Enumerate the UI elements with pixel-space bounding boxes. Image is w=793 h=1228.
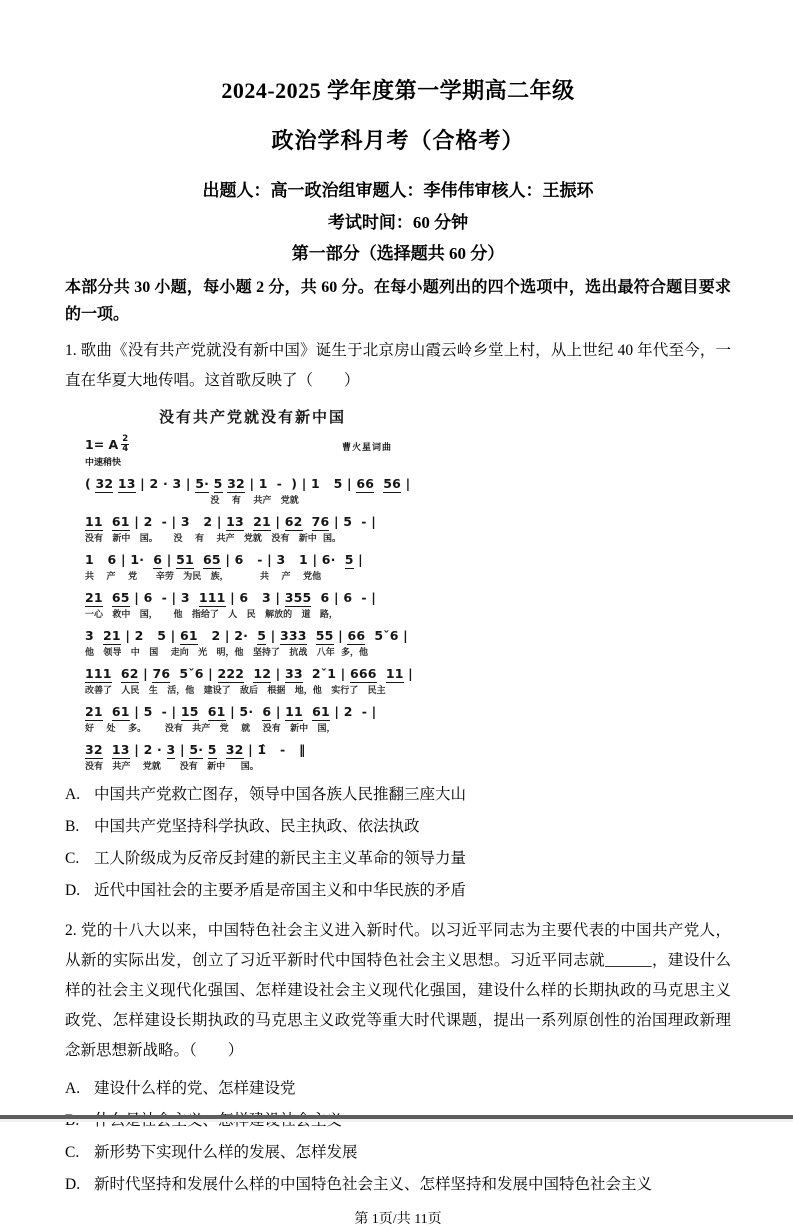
lyrics-line: 好 处 多。 没有 共产 党 就 没有 新中 国， <box>85 724 336 734</box>
option-label: D. <box>65 1176 81 1193</box>
lyrics-line: 改善了 人民 生 活，他 建设了 敌后 根据 地，他 实行了 民主 <box>85 686 386 696</box>
option-text: 建设什么样的党、怎样建设党 <box>94 1080 296 1097</box>
option-row-2d <box>65 1176 731 1193</box>
key-signature <box>85 435 129 453</box>
authors-line: 出题人：高一政治组审题人：李伟伟审核人：王振环 <box>202 181 594 200</box>
instructions-paragraph: 本部分共 30 小题，每小题 2 分，共 60 分。在每小题列出的四个选项中，选出最符合题目要求的一项。 <box>65 279 731 323</box>
score-line <box>85 552 420 582</box>
question-1-text: 1. 歌曲《没有共产党就没有新中国》诞生于北京房山霞云岭乡堂上村，从上世纪 40 年代至今，一直在华夏大地传唱。这首歌反映了（ ） <box>65 342 731 389</box>
option-row-1c <box>65 850 731 867</box>
sheet-music-meta <box>85 435 420 453</box>
composer-credit: 曹火星词曲 <box>341 443 392 453</box>
option-row-1a <box>65 786 731 803</box>
option-label: C. <box>65 850 80 867</box>
exam-title-line1: 2024-2025 学年度第一学期高二年级 <box>221 78 575 103</box>
option-text: 中国共产党救亡图存，领导中国各族人民推翻三座大山 <box>94 786 467 803</box>
question-1-options <box>65 786 731 899</box>
option-text: 近代中国社会的主要矛盾是帝国主义和中华民族的矛盾 <box>94 882 467 899</box>
score-line <box>85 628 420 658</box>
lyrics-line: 他 领导 中 国 走向 光 明，他 坚持了 抗战 八年 多，他 <box>85 648 369 658</box>
time-signature <box>121 435 129 453</box>
option-label: D. <box>65 882 81 899</box>
option-row-2c <box>65 1144 731 1161</box>
notation-line: 21 61 | 5 - | 15 61 | 5· 6 | 11 61 | 2 - | <box>85 704 377 719</box>
exam-time-line: 考试时间：60 分钟 <box>327 213 469 232</box>
lyrics-line: 没有 共产 党就 没有 新中 国。 <box>85 762 259 772</box>
score-line <box>85 476 420 506</box>
notation-line: ( 32 13 | 2 · 3 | 5· 5 32 | 1 - ) | 1 5 | 66 56 | <box>85 476 411 491</box>
score-line <box>85 514 420 544</box>
option-label: B. <box>65 818 80 835</box>
exam-title-line2: 政治学科月考（合格考） <box>271 128 525 153</box>
lyrics-line: 没 有 共产 党就 <box>85 496 299 506</box>
score-notation-lines <box>85 476 420 772</box>
notation-line: 111 62 | 76 5ˇ6 | 222 12 | 33 2ˇ1 | 666 11 | <box>85 666 413 681</box>
option-label: C. <box>65 1144 80 1161</box>
score-line <box>85 590 420 620</box>
question-2-options <box>65 1080 731 1193</box>
score-line <box>85 666 420 696</box>
lyrics-line: 没有 新中 国。 没 有 共产 党就 没有 新中 国。 <box>85 534 342 544</box>
option-row-1d <box>65 882 731 899</box>
score-line <box>85 742 420 772</box>
window-bottom-margin <box>0 1119 793 1122</box>
score-line <box>85 704 420 734</box>
sheet-music-title: 没有共产党就没有新中国 <box>158 408 346 426</box>
option-text: 中国共产党坚持科学执政、民主执政、依法执政 <box>94 818 420 835</box>
notation-line: 32 13 | 2 · 3 | 5· 5 32 | 1̂ - ‖ <box>85 742 306 757</box>
key-signature-text: 1= A <box>85 436 119 452</box>
notation-line: 1 6 | 1· 6 | 51 65 | 6 - | 3 1 | 6· 5 | <box>85 552 363 567</box>
time-signature-top: 2 <box>122 434 129 444</box>
time-signature-bottom: 4 <box>122 443 129 454</box>
option-row-1b <box>65 818 731 835</box>
option-row-2a <box>65 1080 731 1097</box>
lyrics-line: 一心 救中 国， 他 指给了 人 民 解放的 道 路， <box>85 610 338 620</box>
tempo-marking: 中速稍快 <box>85 458 122 468</box>
option-label: A. <box>65 786 81 803</box>
option-text: 新形势下实现什么样的发展、怎样发展 <box>94 1144 358 1161</box>
question-2-text: 2. 党的十八大以来，中国特色社会主义进入新时代。以习近平同志为主要代表的中国共产党人，从新的实际出发，创立了习近平新时代中国特色社会主义思想。习近平同志就______，建设什么样的社会主义现代化强国、怎样建设社会主义现代化强国，建设什么样的长期执政的马克思主义政党、怎样建设长期执政的马克思主义政党等重大时代课题，提出一系列原创性的治国理政新理念新思想新战略。（ ） <box>65 922 731 1059</box>
lyrics-line: 共 产 党 辛劳 为民 族， 共 产 党他 <box>85 572 322 582</box>
sheet-music-figure <box>85 406 420 772</box>
notation-line: 11 61 | 2 - | 3 2 | 13 21 | 62 76 | 5 - | <box>85 514 377 529</box>
notation-line: 3 21 | 2 5 | 61 2 | 2· 5 | 333 55 | 66 5ˇ6 | <box>85 628 408 643</box>
section-heading: 第一部分（选择题共 60 分） <box>291 244 505 263</box>
option-label: A. <box>65 1080 81 1097</box>
notation-line: 21 65 | 6 - | 3 111 | 6 3 | 355 6 | 6 - | <box>85 590 377 605</box>
page-footer: 第 1页/共 11页 <box>354 1212 442 1227</box>
option-text: 工人阶级成为反帝反封建的新民主主义革命的领导力量 <box>94 850 467 867</box>
option-text: 新时代坚持和发展什么样的中国特色社会主义、怎样坚持和发展中国特色社会主义 <box>94 1176 653 1193</box>
